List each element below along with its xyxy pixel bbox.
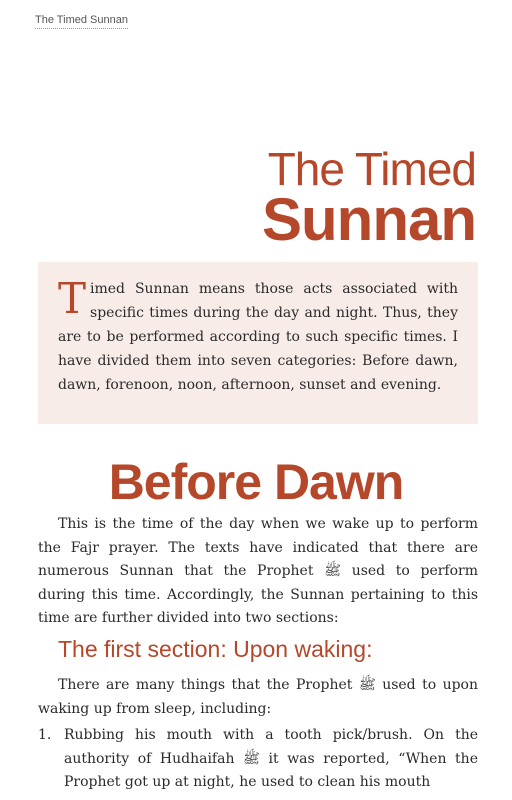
list-item-text: Rubbing his mouth with a tooth pick/brush. On the authority of Hudhaifah ﷺ it was reported, “When the Prophet got up at night, he used to clean his mouth <box>64 727 478 790</box>
subsection-heading: The first section: Upon waking: <box>58 636 373 662</box>
paragraph-1: This is the time of the day when we wake up to perform the Fajr prayer. The texts have indicated that there are numerous Sunnan that the Prophet ﷺ used to perform during this time. Accordingly, the Sunnan pertaining to this time are further divided into two sections: <box>38 516 478 626</box>
drop-cap: T <box>58 274 87 323</box>
paragraph-2: There are many things that the Prophet ﷺ used to upon waking up from sleep, including: <box>38 677 478 717</box>
section-title: Before Dawn <box>108 454 404 510</box>
list-item-number: 1. <box>38 727 52 743</box>
running-head: The Timed Sunnan <box>35 14 128 29</box>
chapter-title-line2: Sunnan <box>262 186 476 253</box>
list-item <box>38 724 478 795</box>
chapter-title <box>262 143 476 253</box>
chapter-title-line1: The Timed <box>267 143 476 195</box>
intro-box <box>38 262 478 424</box>
intro-text: imed Sunnan means those acts associated with specific times during the day and night. Thus, they are to be performed according to such specific times. I have divided them into seven categories: Before dawn, dawn, forenoon, noon, afternoon, sunset and evening. <box>58 281 458 393</box>
intro-paragraph <box>58 274 458 397</box>
